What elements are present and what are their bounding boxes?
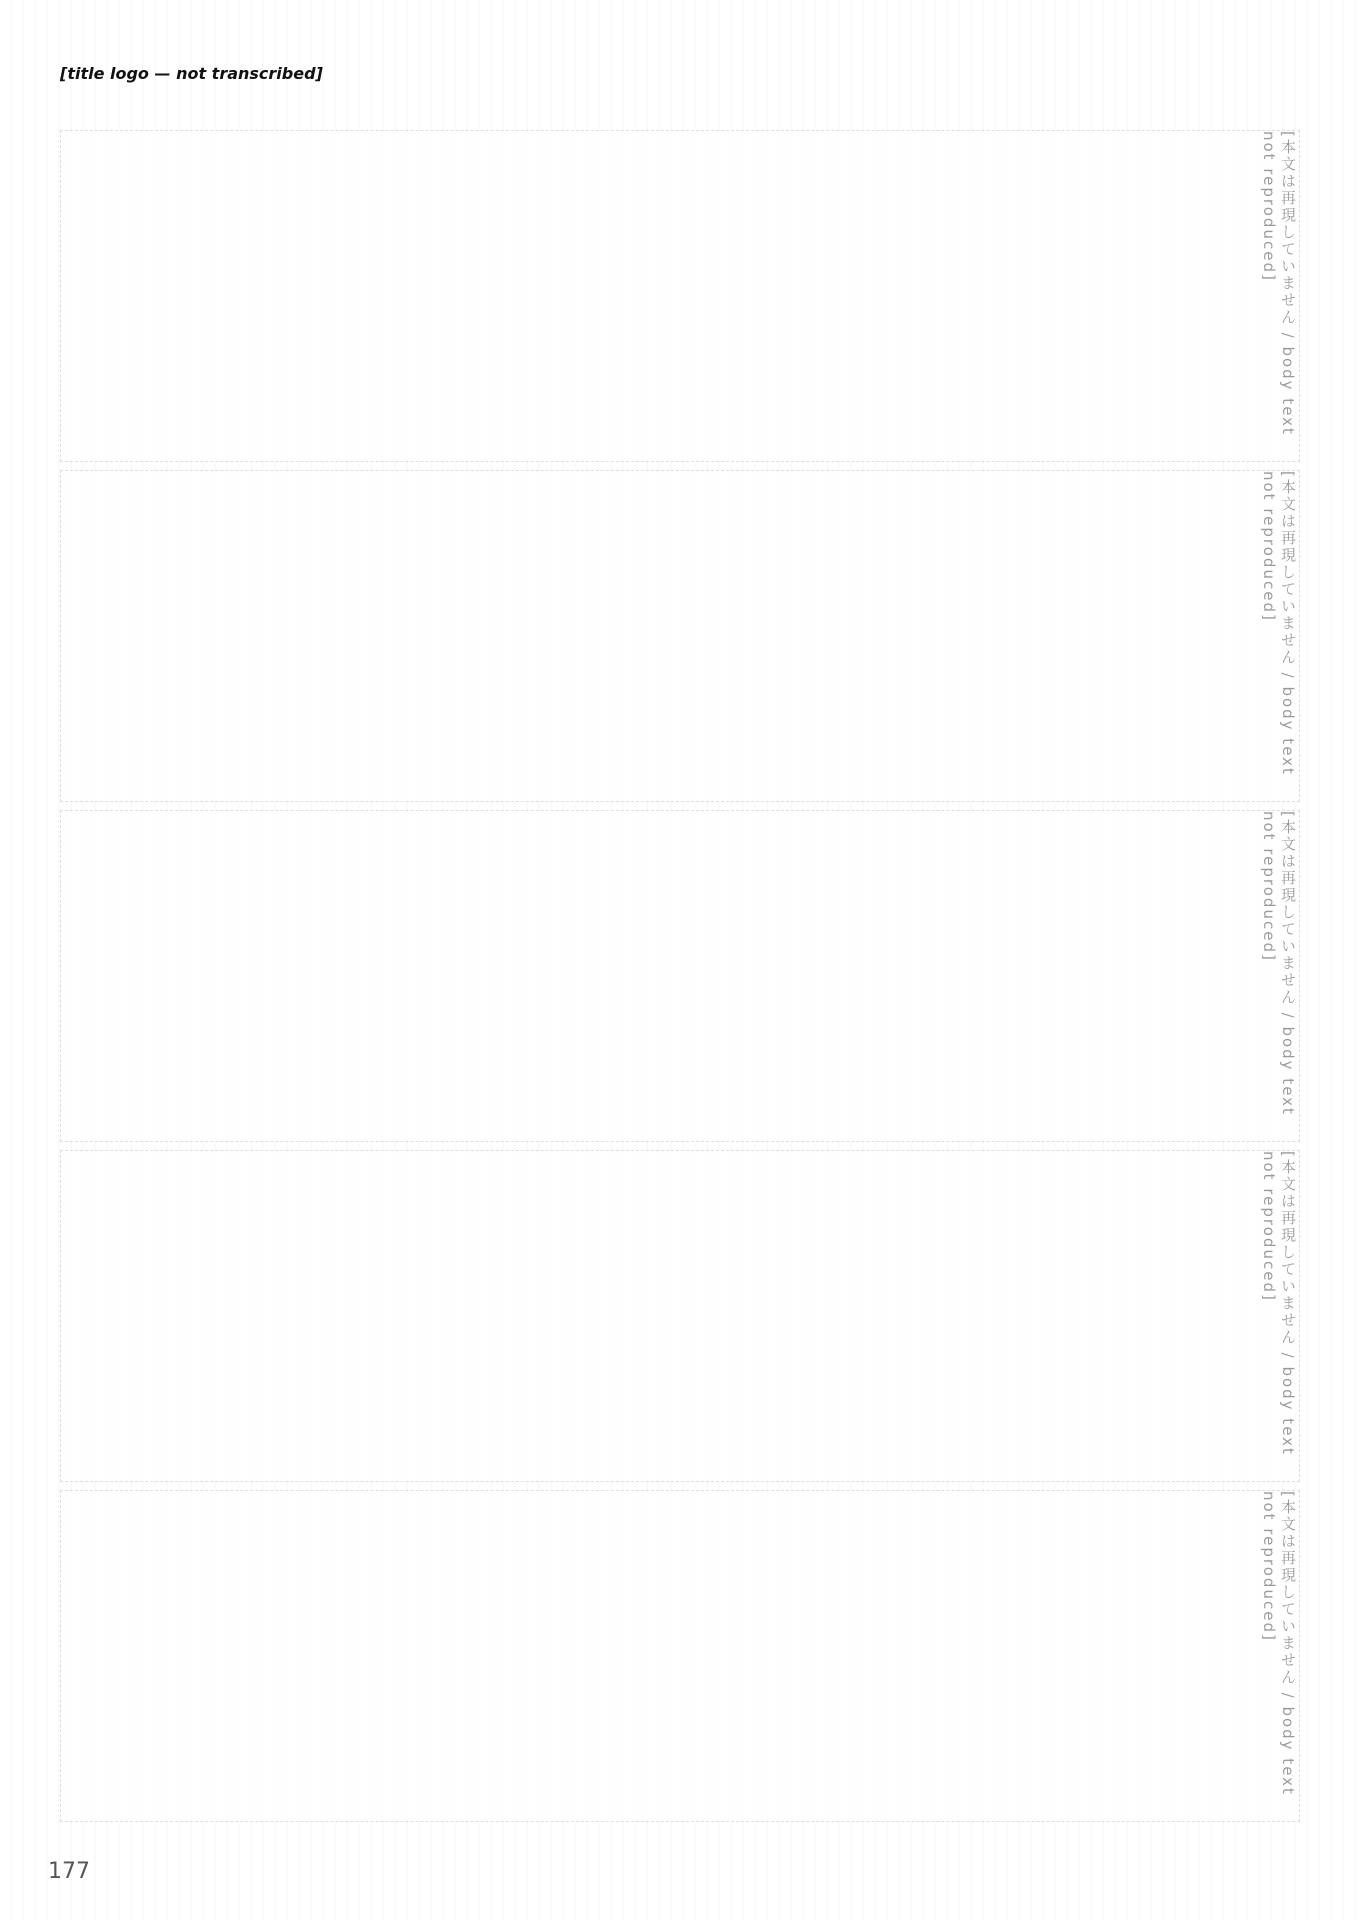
redacted-text: [本文は再現していません / body text not reproduced] — [1260, 1151, 1297, 1456]
redacted-text: [本文は再現していません / body text not reproduced] — [1260, 131, 1297, 436]
page-number: 177 — [48, 1859, 90, 1884]
text-column-block — [60, 1490, 1300, 1822]
redacted-text: [本文は再現していません / body text not reproduced] — [1260, 811, 1297, 1116]
title-logo — [60, 28, 360, 118]
text-column-block — [60, 470, 1300, 802]
text-column-block — [60, 810, 1300, 1142]
redacted-text: [本文は再現していません / body text not reproduced] — [1260, 471, 1297, 776]
title-logo-label: [title logo — not transcribed] — [60, 63, 323, 83]
redacted-text: [本文は再現していません / body text not reproduced] — [1260, 1491, 1297, 1796]
text-column-block — [60, 1150, 1300, 1482]
text-column-block — [60, 130, 1300, 462]
